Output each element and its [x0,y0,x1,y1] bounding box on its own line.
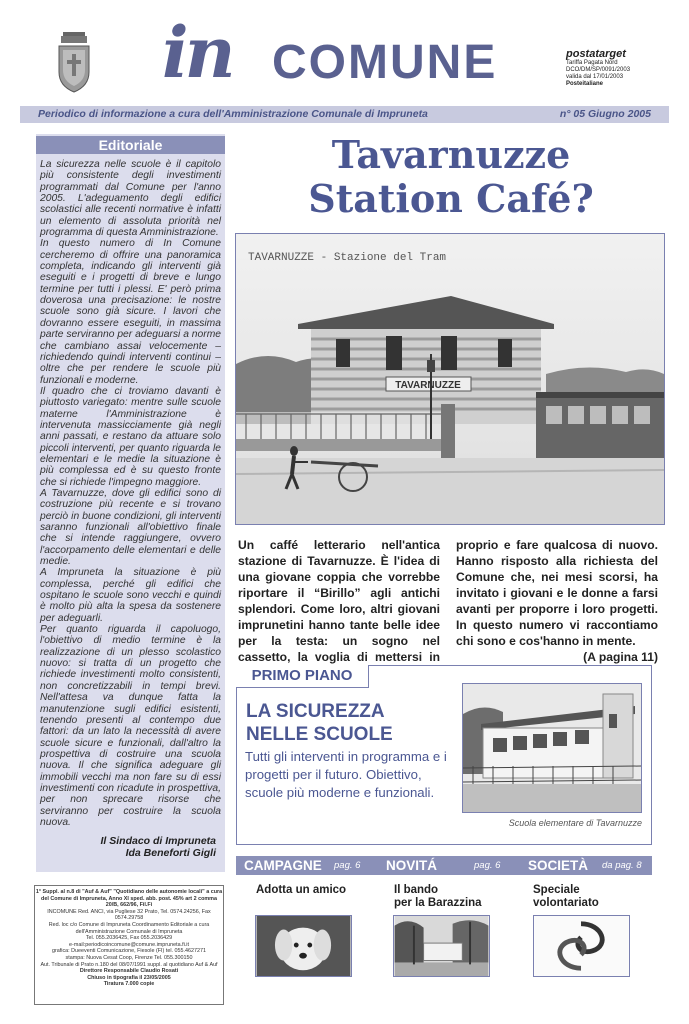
editorial-paragraph: A Impruneta la situazione è più complessa, perché gli edifici che ospitano le scuole sono vecchi e quindi è molto più alta la spesa da sostenere per adeguarli. [40,567,221,624]
colophon-line: Red. loc c/o Comune di Impruneta Coordinamento Editoriale a cura dell'Amministrazione Comunale di Impruneta [48,921,210,935]
editorial-title: Editoriale [36,136,225,154]
logo-comune: COMUNE [272,36,498,89]
item-volontariato-title-line: Speciale [533,884,580,896]
section-societa-page: da pag. 8 [602,860,642,871]
item-bando-title-line: Il bando [394,884,439,896]
volontariato-thumbnail [533,915,630,977]
colophon-line: Direttore Responsabile Claudio Rosati [79,968,179,975]
headline-line-1: Tavarnuzze [331,132,571,177]
editorial-text [40,159,221,828]
section-novita: NOVITÁ [386,858,438,873]
editorial-paragraph: La sicurezza nelle scuole è il capitolo più consistente degli investimenti programmati dal Comune per l'anno 2005. L'adeguamento degli edifici scolastici alle recenti normative è infatti un elemento di assoluta priorità nel programma di questa Amministrazione. [40,159,221,239]
school-photo-image [463,684,641,812]
station-photo-image [236,234,664,524]
item-volontariato-title-line: volontariato [533,897,599,909]
colophon-line: Aut. Tribunale di Prato n.180 del 08/07/1991 suppl. al quotidiano Auf & Auf [40,961,218,968]
primo-piano-tab: PRIMO PIANO [236,665,369,688]
colophon-line: grafica: Dueeventi Comunicazione, Fiesole (FI) tel. 055.4627271 [51,948,207,955]
editorial-signature [40,835,216,859]
postage-brand: Posteitaliane [566,81,604,87]
barazzina-thumbnail [393,915,490,977]
main-headline [236,133,666,221]
dog-thumbnail [255,915,352,977]
primo-piano-title [246,700,456,746]
lead-article [238,537,658,665]
logo-in: in [162,11,232,94]
colophon-line: Tel. 055.2036425, Fax 055.2036429 [85,935,173,942]
postage-line: DCO/DM/SP/0091/2003 [566,67,631,73]
section-campagne-page: pag. 6 [334,860,361,871]
publication-description: Periodico di informazione a cura dell'Amministrazione Comunale di Impruneta [38,108,428,120]
subheader-bar [20,106,669,123]
station-photo [235,233,665,525]
primo-piano-title-line: LA SICUREZZA [246,701,385,722]
postage-line: valida dal 17/01/2003 [566,74,624,80]
postage-line: Tariffa Pagata Nord [566,60,618,66]
colophon-line: e-mail:periodicoincomune@comune.impruneta.fi.it [69,941,189,948]
primo-piano-title-line: NELLE SCUOLE [246,724,393,745]
school-photo-caption: Scuola elementare di Tavarnuzze [508,818,642,828]
municipal-crest-icon [55,32,93,94]
school-photo [462,683,642,813]
editorial-paragraph: In questo numero di In Comune cercheremo di offrire una panoramica completa, indicando gli interventi già eseguiti e i progetti di breve e lungo termine per tutti i plessi. E' però prima doverosa una precisazione: le nostre scuole sono già sicure. I lavori che dovranno essere eseguiti, in massima parte serviranno per adeguarsi a norme che cambiano assai velocemente – richiedendo quindi interventi continui – oltre che per rendere le scuole più funzionali e moderne. [40,238,221,386]
colophon-line: Chiuso in tipografia il 23/05/2005 [87,974,171,981]
issue-number: n° 05 Giugno 2005 [559,108,651,120]
signature-name: Ida Beneforti Gigli [125,847,216,859]
postage-title: postatarget [566,48,626,60]
signature-role: Il Sindaco di Impruneta [100,835,216,847]
item-bando-title-line: per la Barazzina [394,897,482,909]
colophon-line: 1° Suppl. al n.8 di "Auf & Auf" "Quotidiano delle autonomie locali" a cura del Comune di Impruneta, Anno XI sped. abb. post. 45% art 2 comma 20/B, 662/96, Fil.Fi [35,889,223,909]
colophon-box [34,885,224,1005]
section-campagne: CAMPAGNE [244,858,322,873]
editorial-paragraph: Il quadro che ci troviamo davanti è piuttosto variegato: mentre sulle scuole materne l'Amministrazione è intervenuta massicciamente già negli anni passati, e restano da attuare solo piccoli interventi, per quanto riguarda le elementari e le medie la situazione è più complessa ed è su questo fronte che si richiede l'impegno maggiore. [40,385,221,488]
editorial-paragraph: A Tavarnuzze, dove gli edifici sono di costruzione più recente e si trovano perciò in buone condizioni, gli interventi saranno funzionali all'obiettivo finale che si intende raggiungere, ovvero l'accorpamento delle elementari e delle medie. [40,487,221,568]
sections-bar [236,856,652,875]
colophon-line: stampa: Nuova Cesat Coop, Firenze Tel. 055.300150 [65,954,193,961]
editorial-paragraph: Per quanto riguarda il capoluogo, l'obiettivo di medio termine è la realizzazione di un plesso scolastico nuovo: si tratta di un progetto che richiede investimenti molto consistenti, non concretizzabili in tempi brevi. Nell'attesa va dunque fatta la manutenzione sugli edifici esistenti, tenendo presenti al contempo due fattori: da un lato la necessità di avere scuole sicure e funzionali, dall'altro la prospettiva di costruire una scuola nuova. Il che significa adeguare gli immobili vecchi ma non fare su di essi investimenti con ricadute in prospettiva, per non sprecare risorse che serviranno per costruire la scuola nuova. [40,624,221,828]
postage-stamp [566,48,638,90]
photo-caption-text: TAVARNUZZE - Stazione del Tram [248,252,447,264]
colophon-line: INCOMUNE Red. ANCI, via Pugliese 32 Prato, Tel. 0574.24256, Fax 0574.29758 [47,908,211,922]
building-sign: TAVARNUZZE [395,380,461,391]
lead-article-text: Un caffé letterario nell'antica stazione di Tavarnuzze. È l'idea di una giovane coppia che vorrebbe riportare il “Birillo” agli antichi splendori. Come loro, altri giovani imprunetini hanno tante belle idee per la testa: un sogno nel cassetto, la voglia di mettersi in proprio e fare qualcosa di nuovo. Hanno risposto alla richiesta del Comune che, nei mesi scorsi, ha invitato i giovani e le donne a farsi avanti per proporre i loro progetti. In questo numero vi raccontiamo chi sono e cos'hanno in mente. [238,538,658,664]
continue-reference: (A pagina 11) [583,650,658,664]
headline-line-2: Station Café? [308,176,594,221]
item-adotta-title: Adotta un amico [256,884,347,896]
item-bando-title [394,884,482,910]
item-volontariato-title [533,884,599,910]
section-societa: SOCIETÀ [528,858,589,873]
primo-piano-subtitle: Tutti gli interventi in programma e i progetti per il futuro. Obiettivo, scuole più moderne e funzionali. [245,749,447,800]
section-novita-page: pag. 6 [474,860,501,871]
colophon-line: Tiratura 7.000 copie [103,981,155,988]
